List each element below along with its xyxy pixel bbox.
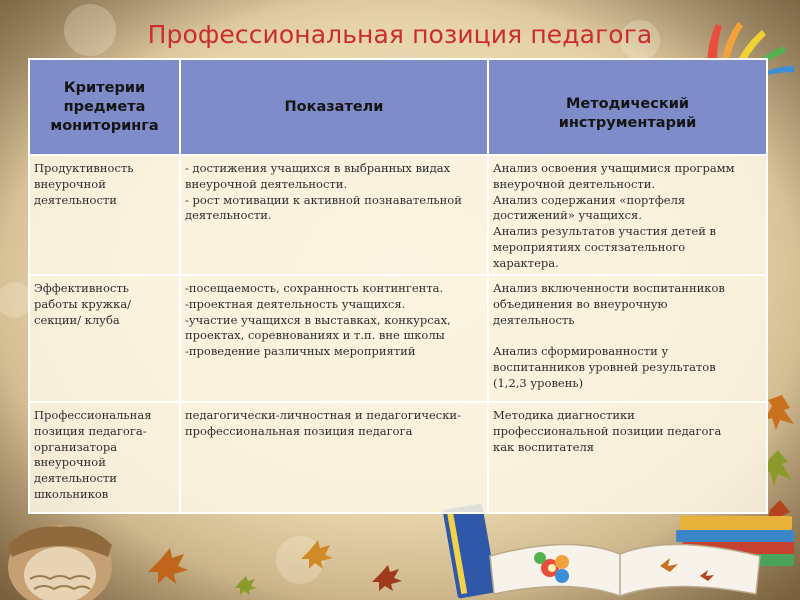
cell-line: педагогически-личностная и педагогически- bbox=[185, 408, 461, 422]
cell-line: Анализ сформированности у bbox=[493, 344, 669, 359]
cell-line: Профессиональная bbox=[34, 408, 152, 422]
cell-criterion bbox=[29, 402, 180, 513]
cell-indicators bbox=[180, 275, 488, 402]
cell-line: проектах, соревнованиях и т.п. вне школы bbox=[185, 328, 445, 343]
cell-line: как воспитателя bbox=[493, 439, 595, 454]
autumn-leaves-icon bbox=[140, 530, 430, 600]
cell-line: работы кружка/ bbox=[34, 296, 132, 311]
cell-line: позиция педагога- bbox=[34, 423, 147, 438]
table-row bbox=[29, 155, 767, 275]
cell-line: Анализ результатов участия детей в bbox=[493, 224, 716, 239]
cell-line: объединения во внеурочную bbox=[493, 296, 668, 311]
cell-line: внеурочной деятельности. bbox=[493, 176, 656, 191]
cell-line: внеурочной bbox=[34, 455, 106, 470]
header-line: Критерии bbox=[63, 79, 146, 96]
cell-line: внеурочной bbox=[34, 176, 106, 191]
cell-line: (1,2,3 уровень) bbox=[493, 375, 584, 390]
cell-line: характера. bbox=[493, 255, 559, 270]
header-line: мониторинга bbox=[50, 117, 159, 134]
table-row bbox=[29, 402, 767, 513]
cell-line: организатора bbox=[34, 439, 118, 454]
cell-line: Анализ включенности воспитанников bbox=[493, 281, 725, 295]
cell-tools bbox=[488, 155, 767, 275]
table-header-row bbox=[29, 59, 767, 155]
cell-tools bbox=[488, 402, 767, 513]
cell-line: школьников bbox=[34, 486, 109, 501]
header-line: Методический bbox=[565, 96, 690, 112]
header-line: Показатели bbox=[284, 98, 384, 115]
cell-tools bbox=[488, 275, 767, 402]
cell-line: Методика диагностики bbox=[493, 408, 635, 422]
monitoring-table bbox=[28, 58, 768, 514]
cell-indicators bbox=[180, 402, 488, 513]
cell-line: профессиональной позиции педагога bbox=[493, 423, 722, 438]
cell-line: Продуктивность bbox=[34, 161, 134, 175]
cell-line: - рост мотивации к активной познавательной bbox=[185, 192, 462, 207]
cell-line: профессиональная позиция педагога bbox=[185, 423, 413, 438]
slide-title: Профессиональная позиция педагога bbox=[147, 20, 653, 49]
cell-line: Анализ освоения учащимися программ bbox=[493, 161, 735, 175]
header-line: предмета bbox=[63, 98, 146, 115]
cell-line: Анализ содержания «портфеля bbox=[493, 192, 686, 207]
cell-line: деятельности. bbox=[185, 208, 272, 223]
cell-line: Эффективность bbox=[34, 281, 129, 295]
header-line: инструментарий bbox=[558, 115, 697, 131]
header-criteria bbox=[29, 59, 180, 155]
cell-line: мероприятиях состязательного bbox=[493, 239, 686, 254]
header-indicators bbox=[180, 59, 488, 155]
cell-indicators bbox=[180, 155, 488, 275]
cell-line: деятельности bbox=[34, 192, 117, 207]
cell-line: достижений» учащихся. bbox=[493, 208, 642, 223]
cell-line: - достижения учащихся в выбранных видах bbox=[185, 161, 451, 175]
header-tools bbox=[488, 59, 767, 155]
cell-line: деятельность bbox=[493, 312, 575, 327]
cell-line: -участие учащихся в выставках, конкурсах, bbox=[185, 312, 451, 327]
cell-line-blank bbox=[493, 328, 764, 344]
cell-line: -проведение различных мероприятий bbox=[185, 344, 416, 359]
cell-line: -посещаемость, сохранность контингента. bbox=[185, 281, 444, 295]
cell-line: воспитанников уровней результатов bbox=[493, 359, 716, 374]
cell-line: деятельности bbox=[34, 471, 117, 486]
cell-line: внеурочной деятельности. bbox=[185, 176, 348, 191]
cell-criterion bbox=[29, 155, 180, 275]
cell-criterion bbox=[29, 275, 180, 402]
cell-line: секции/ клуба bbox=[34, 312, 120, 327]
table-row bbox=[29, 275, 767, 402]
owl-icon bbox=[0, 505, 120, 600]
cell-line: -проектная деятельность учащихся. bbox=[185, 296, 406, 311]
